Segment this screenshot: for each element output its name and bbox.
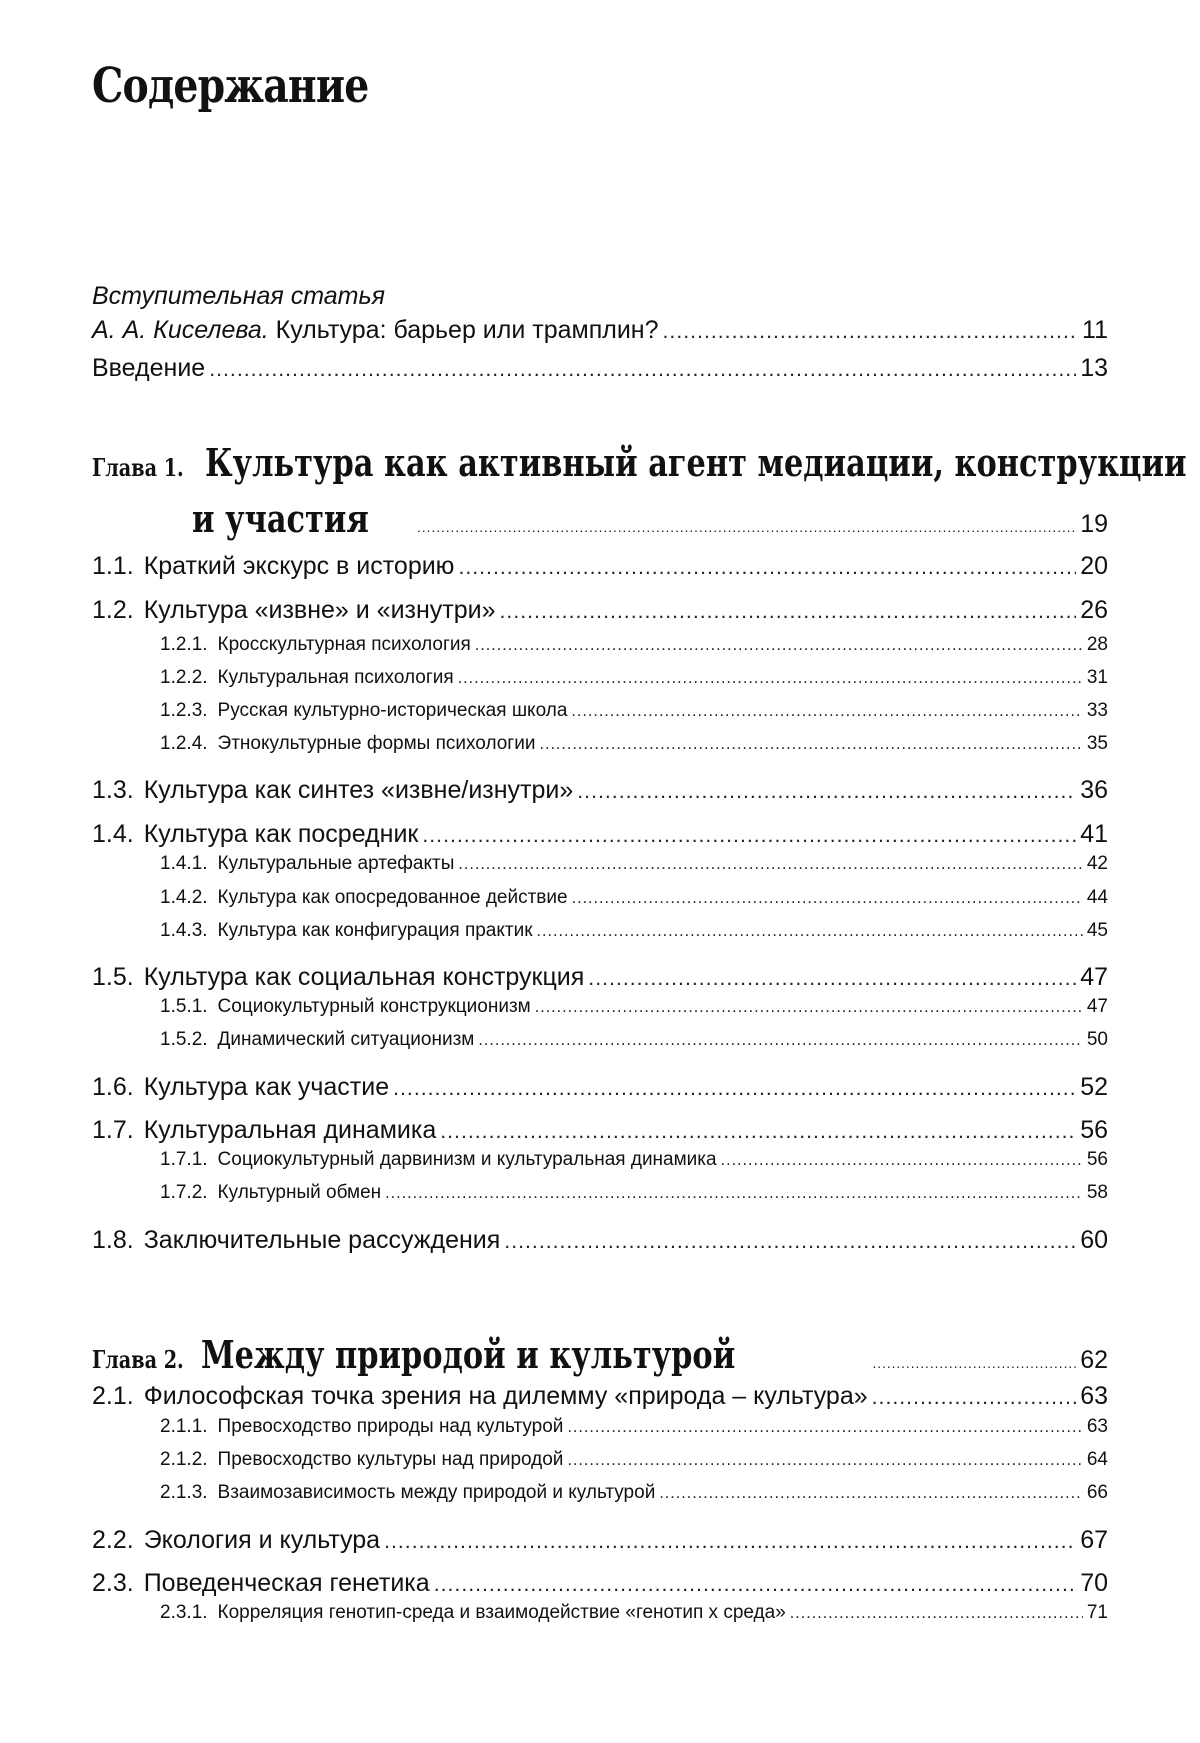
dot-leader	[577, 779, 1076, 804]
toc-subentry[interactable]	[160, 853, 1108, 875]
entry-label: Культура «извне» и «изнутри»	[143, 596, 496, 624]
entry-label: Экология и культура	[143, 1526, 381, 1554]
toc-subentry[interactable]	[160, 700, 1108, 722]
section-number: 1.1.	[92, 552, 134, 580]
section-number: 2.1.2.	[160, 1449, 208, 1470]
section-number: 1.2.	[92, 596, 134, 624]
toc-subentry[interactable]	[160, 634, 1108, 656]
entry-label: Социокультурный дарвинизм и культуральная динамика	[217, 1149, 717, 1170]
page-number: 47	[1086, 996, 1108, 1017]
toc-subentry[interactable]	[160, 1449, 1108, 1471]
entry-label: Корреляция генотип-среда и взаимодействие «генотип х среда»	[217, 1602, 786, 1623]
toc-entry[interactable]	[92, 820, 1108, 849]
entry-label: Динамический ситуационизм	[217, 1029, 475, 1050]
page-number: 11	[1082, 316, 1108, 344]
section-number: 1.7.1.	[160, 1149, 208, 1170]
dot-leader	[572, 889, 1083, 908]
toc-entry[interactable]	[92, 963, 1108, 992]
section-number: 2.1.3.	[160, 1482, 208, 1503]
entry-label: Культура как синтез «извне/изнутри»	[143, 776, 574, 804]
page-number: 52	[1080, 1073, 1108, 1101]
dot-leader	[417, 520, 1076, 535]
dot-leader	[385, 1184, 1083, 1203]
section-number: 1.2.1.	[160, 634, 208, 655]
page-number: 63	[1080, 1382, 1108, 1410]
section-number: 1.5.1.	[160, 996, 208, 1017]
entry-label: Превосходство культуры над природой	[217, 1449, 564, 1470]
dot-leader	[209, 357, 1076, 382]
entry-label: Культура как социальная конструкция	[143, 963, 585, 991]
dot-leader	[458, 555, 1076, 580]
chapter-1-heading[interactable]	[92, 440, 1200, 485]
entry-label: Превосходство природы над культурой	[217, 1416, 564, 1437]
section-number: 1.2.2.	[160, 667, 208, 688]
page-number: 33	[1086, 700, 1108, 721]
chapter-1-heading-cont[interactable]	[192, 496, 1108, 541]
page-number: 19	[1080, 510, 1108, 538]
page-number: 26	[1080, 596, 1108, 624]
intro-section-label: Вступительная статья	[92, 282, 385, 310]
page-number: 28	[1086, 634, 1108, 655]
dot-leader	[567, 1418, 1082, 1437]
dot-leader	[721, 1151, 1083, 1170]
dot-leader	[384, 1529, 1076, 1554]
page-number: 64	[1086, 1449, 1108, 1470]
toc-entry[interactable]	[92, 776, 1108, 805]
toc-subentry[interactable]	[160, 1149, 1108, 1171]
dot-leader	[872, 1385, 1077, 1410]
section-number: 1.2.3.	[160, 700, 208, 721]
page-number: 13	[1080, 354, 1108, 382]
article-title: Культура: барьер или трамплин?	[275, 316, 659, 344]
chapter-title: Культура как активный агент медиации, конструкции	[204, 440, 1187, 485]
toc-subentry[interactable]	[160, 1482, 1108, 1504]
dot-leader	[571, 702, 1082, 721]
toc-subentry[interactable]	[160, 1416, 1108, 1438]
entry-label: Культурный обмен	[217, 1182, 382, 1203]
chapter-title: Между природой и культурой	[200, 1332, 735, 1377]
entry-label: Этнокультурные формы психологии	[217, 733, 536, 754]
dot-leader	[475, 636, 1083, 655]
entry-label: Введение	[92, 354, 206, 382]
dot-leader	[588, 966, 1076, 991]
dot-leader	[422, 823, 1076, 848]
page-number: 56	[1086, 1149, 1108, 1170]
toc-subentry[interactable]	[160, 1602, 1108, 1624]
chapter-prefix: Глава 2.	[92, 1345, 184, 1374]
dot-leader	[873, 1356, 1077, 1371]
page-number: 62	[1080, 1346, 1108, 1374]
toc-entry[interactable]	[92, 1073, 1108, 1102]
entry-label: Культура как конфигурация практик	[217, 920, 533, 941]
page-number: 58	[1086, 1182, 1108, 1203]
toc-entry[interactable]	[92, 1382, 1108, 1411]
page-number: 45	[1086, 920, 1108, 941]
dot-leader	[504, 1229, 1076, 1254]
entry-label: Заключительные рассуждения	[143, 1226, 501, 1254]
entry-label: Краткий экскурс в историю	[143, 552, 455, 580]
entry-label: Культура как посредник	[143, 820, 419, 848]
page-number: 60	[1080, 1226, 1108, 1254]
section-number: 1.4.2.	[160, 887, 208, 908]
entry-label: Культуральная динамика	[143, 1116, 437, 1144]
page-number: 56	[1080, 1116, 1108, 1144]
page-number: 35	[1086, 733, 1108, 754]
chapter-title-cont: и участия	[192, 496, 369, 541]
dot-leader	[500, 599, 1077, 624]
page-number: 41	[1080, 820, 1108, 848]
dot-leader	[790, 1604, 1083, 1623]
chapter-prefix: Глава 1.	[92, 453, 184, 482]
section-number: 1.7.2.	[160, 1182, 208, 1203]
chapter-2-heading[interactable]	[92, 1332, 1108, 1377]
article-author: А. А. Киселева.	[92, 316, 269, 344]
dot-leader	[393, 1076, 1076, 1101]
page-number: 63	[1086, 1416, 1108, 1437]
section-number: 2.3.	[92, 1569, 134, 1597]
toc-subentry[interactable]	[160, 920, 1108, 942]
toc-entry-intro-article[interactable]	[92, 316, 1108, 345]
section-number: 1.7.	[92, 1116, 134, 1144]
section-number: 1.8.	[92, 1226, 134, 1254]
entry-label: Культуральная психология	[217, 667, 454, 688]
dot-leader	[434, 1572, 1076, 1597]
dot-leader	[458, 855, 1082, 874]
page-number: 71	[1086, 1602, 1108, 1623]
section-number: 2.2.	[92, 1526, 134, 1554]
section-number: 2.1.	[92, 1382, 134, 1410]
toc-entry-introduction[interactable]	[92, 354, 1108, 383]
section-number: 1.4.	[92, 820, 134, 848]
entry-label: Поведенческая генетика	[143, 1569, 430, 1597]
page-number: 31	[1086, 667, 1108, 688]
section-number: 1.5.2.	[160, 1029, 208, 1050]
toc-subentry[interactable]	[160, 1182, 1108, 1204]
dot-leader	[440, 1119, 1076, 1144]
toc-entry[interactable]	[92, 1526, 1108, 1555]
dot-leader	[567, 1451, 1082, 1470]
section-number: 1.4.3.	[160, 920, 208, 941]
entry-label: Взаимозависимость между природой и культурой	[217, 1482, 656, 1503]
page-number: 67	[1080, 1526, 1108, 1554]
toc-subentry[interactable]	[160, 887, 1108, 909]
page-number: 36	[1080, 776, 1108, 804]
dot-leader	[458, 669, 1083, 688]
dot-leader	[478, 1031, 1082, 1050]
entry-label: Культура как участие	[143, 1073, 390, 1101]
entry-label: Кросскультурная психология	[217, 634, 471, 655]
toc-subentry[interactable]	[160, 996, 1108, 1018]
page-number: 20	[1080, 552, 1108, 580]
section-number: 1.5.	[92, 963, 134, 991]
toc-subentry[interactable]	[160, 1029, 1108, 1051]
section-number: 1.2.4.	[160, 733, 208, 754]
entry-label: Культуральные артефакты	[217, 853, 455, 874]
toc-entry[interactable]	[92, 552, 1108, 581]
toc-entry[interactable]	[92, 1226, 1108, 1255]
entry-label: Русская культурно-историческая школа	[217, 700, 568, 721]
entry-label: Социокультурный конструкционизм	[217, 996, 531, 1017]
dot-leader	[663, 319, 1079, 344]
toc-entry[interactable]	[92, 1116, 1108, 1145]
page-number: 70	[1080, 1569, 1108, 1597]
section-number: 1.6.	[92, 1073, 134, 1101]
page-number: 66	[1086, 1482, 1108, 1503]
section-number: 1.3.	[92, 776, 134, 804]
toc-subentry[interactable]	[160, 733, 1108, 755]
section-number: 1.4.1.	[160, 853, 208, 874]
toc-subentry[interactable]	[160, 667, 1108, 689]
toc-entry[interactable]	[92, 596, 1108, 625]
dot-leader	[539, 735, 1082, 754]
page-number: 42	[1086, 853, 1108, 874]
dot-leader	[537, 922, 1083, 941]
dot-leader	[535, 998, 1083, 1017]
page-title: Содержание	[92, 58, 369, 114]
entry-label: Философская точка зрения на дилемму «природа – культура»	[143, 1382, 868, 1410]
section-number: 2.3.1.	[160, 1602, 208, 1623]
page-number: 44	[1086, 887, 1108, 908]
toc-entry[interactable]	[92, 1569, 1108, 1598]
page-number: 50	[1086, 1029, 1108, 1050]
page-number: 47	[1080, 963, 1108, 991]
entry-label: Культура как опосредованное действие	[217, 887, 568, 908]
section-number: 2.1.1.	[160, 1416, 208, 1437]
dot-leader	[659, 1484, 1083, 1503]
